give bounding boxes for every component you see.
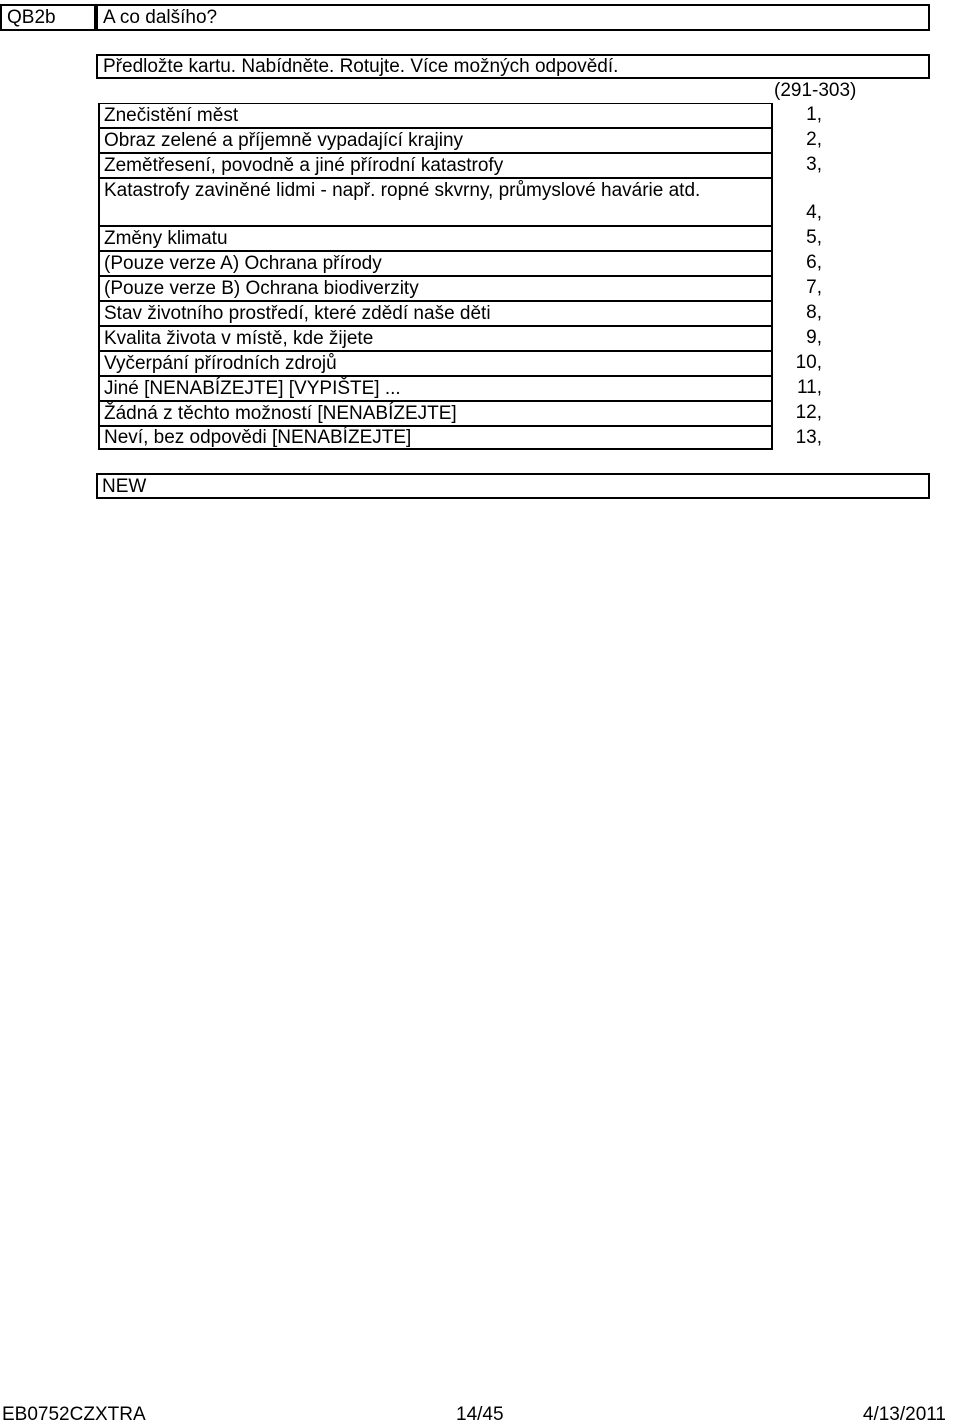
option-label: (Pouze verze B) Ochrana biodiverzity [104,278,419,299]
option-row [98,301,773,326]
option-row [98,226,773,251]
option-label: Jiné [NENABÍZEJTE] [VYPIŠTE] ... [104,378,401,399]
option-row [98,178,773,226]
option-row [98,103,773,128]
question-text-cell [96,4,930,31]
question-code: QB2b [7,7,56,28]
option-label: Zemětřesení, povodně a jiné přírodní katastrofy [104,155,504,176]
footer-page-number: 14/45 [456,1404,504,1425]
instruction-cell [96,54,930,79]
option-label: Vyčerpání přírodních zdrojů [104,353,337,374]
option-code: 10, [795,352,822,373]
instruction-text: Předložte kartu. Nabídněte. Rotujte. Více možných odpovědí. [103,56,619,77]
new-marker: NEW [102,476,147,497]
option-label: Katastrofy zaviněné lidmi - např. ropné skvrny, průmyslové havárie atd. [104,180,701,201]
option-code: 6, [806,252,822,273]
option-label: Změny klimatu [104,228,228,249]
option-label: Obraz zelené a příjemně vypadající krajiny [104,130,464,151]
option-row [98,351,773,376]
option-code: 12, [795,402,822,423]
option-code: 2, [806,129,822,150]
option-row [98,128,773,153]
option-label: Žádná z těchto možností [NENABÍZEJTE] [104,403,457,424]
option-row [98,401,773,426]
question-code-cell [0,4,96,31]
option-code: 4, [806,202,822,223]
option-row [98,251,773,276]
option-code: 7, [806,277,822,298]
footer-date: 4/13/2011 [862,1404,946,1425]
option-code: 9, [806,327,822,348]
option-row [98,326,773,351]
option-row [98,426,773,450]
column-range: (291-303) [774,80,857,101]
option-label: Stav životního prostředí, které zdědí naše děti [104,303,491,324]
option-row [98,153,773,178]
option-code: 5, [806,227,822,248]
question-text: A co dalšího? [103,7,218,28]
footer-survey-id: EB0752CZXTRA [2,1404,146,1425]
option-label: Neví, bez odpovědi [NENABÍZEJTE] [104,427,412,448]
option-code: 3, [806,154,822,175]
option-row [98,276,773,301]
option-label: Kvalita života v místě, kde žijete [104,328,374,349]
option-code: 1, [806,104,822,125]
option-row [98,376,773,401]
option-label: (Pouze verze A) Ochrana přírody [104,253,382,274]
option-code: 8, [806,302,822,323]
option-code: 13, [795,427,822,448]
option-code: 11, [796,377,822,398]
new-marker-cell [96,473,930,499]
option-label: Znečistění měst [104,105,239,126]
